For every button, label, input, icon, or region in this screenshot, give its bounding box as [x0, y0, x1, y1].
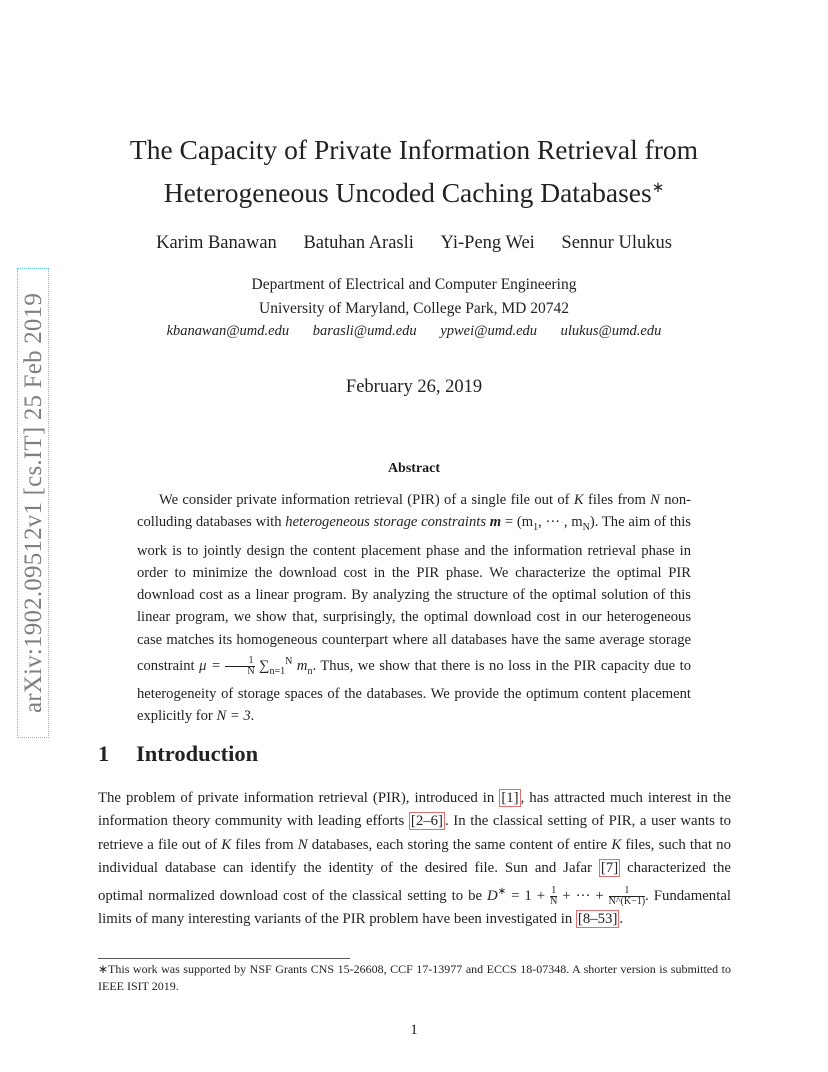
email-address: ulukus@umd.edu — [560, 323, 662, 339]
author-name: Batuhan Arasli — [303, 233, 414, 253]
author-name: Sennur Ulukus — [561, 233, 672, 253]
citation-link[interactable]: [7] — [600, 859, 619, 876]
abstract-heading: Abstract — [387, 461, 441, 476]
abstract-body — [137, 489, 691, 728]
citation-link[interactable]: [8–53] — [577, 911, 618, 928]
title-line-1: The Capacity of Private Information Retrieval from — [129, 134, 699, 165]
citation-link[interactable]: [1] — [501, 790, 519, 806]
page-number: 1 — [410, 1022, 418, 1038]
arxiv-stamp-text: arXiv:1902.09512v1 [cs.IT] 25 Feb 2019 — [20, 292, 47, 714]
abstract-paragraph: We consider private information retrieval (PIR) of a single file out of K files from N non-colluding databases with heterogeneous storage constraints $m = (m_1$, ··· , $m_N$). The aim of this work is to jointly design the content placement phase and the information retrieval phase in order to minimize the download cost in the PIR phase. We characterize the optimal PIR download cost as a linear program. By analyzing the structure of the optimal solution of this linear program, we show that, surprisingly, the optimal download cost in our heterogeneous case matches its homogeneous counterpart where all databases have the same average storage constraint μ = $\frac{1}{N}$ $\sum_{n=1}^N$ $m_n$. Thus, we show that there is no loss in the PIR capacity due to heterogeneity of storage spaces of the databases. We provide the optimum content placement explicitly for N = 3. — [137, 492, 691, 725]
affiliation-university: University of Maryland, College Park, MD 20742 — [259, 300, 569, 317]
section-title: Introduction — [136, 741, 259, 766]
citation-link[interactable]: [2–6] — [410, 813, 443, 830]
math-fraction: $\frac{1}{N\^{}(K-1)}$ — [608, 885, 646, 908]
section-number: 1 — [98, 741, 110, 766]
introduction-body — [98, 787, 731, 932]
author-name: Karim Banawan — [156, 233, 277, 253]
email-address: kbanawan@umd.edu — [166, 323, 290, 339]
title-footnote-mark: ∗ — [651, 180, 665, 196]
emphasis-text: heterogeneous storage constraints — [285, 514, 487, 531]
math-fraction: $\frac{1}{N}$ — [550, 885, 558, 908]
section-heading — [98, 741, 258, 767]
footnote-rule — [98, 958, 350, 959]
math-fraction: $\frac{1}{N}$ — [225, 656, 254, 677]
title-line-2: Heterogeneous Uncoded Caching Databases∗ — [163, 177, 665, 209]
paper-date: February 26, 2019 — [345, 377, 483, 397]
intro-paragraph: The problem of private information retrieval (PIR), introduced in [1] , has attracted much interest in the information theory community with leading efforts [2–6] . In the classical setting of PIR, a user wants to retrieve a file out of K files from N databases, each storing the same content of entire K files, such that no individual database can identify the identity of the desired file. Sun and Jafar [7] characterized the optimal normalized download cost of the classical setting to be D∗ = 1 + $\frac{1}{N}$ + ··· + $\frac{1}{N\^{}(K-1)}$ . Fundamental limits of many interesting variants of the PIR problem have been investigated in [8–53] . — [98, 790, 732, 928]
author-name: Yi-Peng Wei — [440, 233, 535, 253]
email-address: ypwei@umd.edu — [440, 323, 538, 339]
footnote: ∗This work was supported by NSF Grants CNS 15-26608, CCF 17-13977 and ECCS 18-07348. A shorter version is submitted to IEEE ISIT 2019. — [98, 962, 731, 993]
author-emails — [0, 323, 828, 340]
affiliation-department: Department of Electrical and Computer Engineering — [251, 276, 577, 293]
email-address: barasli@umd.edu — [312, 323, 417, 339]
paper-title — [0, 130, 828, 212]
author-list — [0, 233, 828, 254]
